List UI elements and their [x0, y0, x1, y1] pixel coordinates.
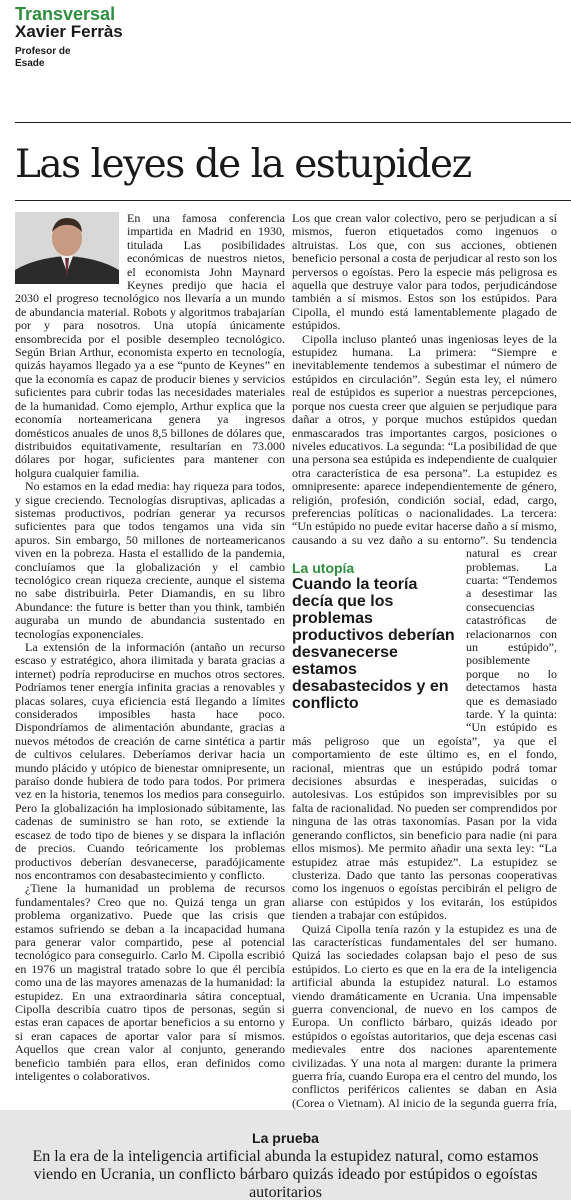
- paragraph: No estamos en la edad media: hay riqueza para todos, y sigue creciendo. Tecnologías disruptivas, aplicadas a sistemas productivos, podrían generar ya recursos suficientes para que todos tengamos una vida sin apuros. Sin embargo, 50 millones de norteamericanos viven en la pobreza. Hasta el estallido de la pandemia, concluíamos que la globalización y el cambio tecnológico crean riqueza creciente, aunque el sistema no sabe distribuirla. Peter Diamandis, en su libro Abundance: the future is better than you think, también auguraba un mundo de abundancia sustentado en tecnologías exponenciales.: [15, 479, 285, 641]
- pull-quote: [292, 560, 460, 712]
- photo-spacer: [15, 212, 121, 286]
- paragraph: ¿Tiene la humanidad un problema de recursos fundamentales? Creo que no. Quizá tenga un gran problema organizativo. Puede que las crisis que estamos sufriendo se deban a la incapacidad humana para generar valor compartido, pese al potencial tecnológico para conseguirlo. Carlo M. Cipolla escribió en 1976 un magistral tratado sobre lo que él percibía como una de las mayores amenazas de la humanidad: la estupidez. En una extraordinaria sátira conceptual, Cipolla describía cuatro tipos de personas, según si estas eran capaces de aportar beneficios a su entorno y si eran capaces de aportar valor para sí mismos. Aquellos que crean valor al conjunto, generando beneficio también para ellos, eran definidos como inteligentes o colaborativos.: [15, 881, 285, 1083]
- highlight-box-text: En la era de la inteligencia artificial abunda la estupidez natural, como estamos viendo en Ucrania, un conflicto bárbaro quizás ideado por estúpidos o egoístas autoritarios: [32, 1148, 539, 1201]
- paragraph: Los que crean valor colectivo, pero se perjudican a sí mismos, fueron etiquetados como ingenuos o altruistas. Los que, con sus acciones, obtienen beneficio personal a costa de perjudicar al resto son los perversos o egoístas. Pero la especie más peligrosa es aquella que destruye valor para todos, perjudicándose también a sí mismos. Estos son los estúpidos. Para Cipolla, el mundo está lamentablemente plagado de estúpidos.: [292, 211, 557, 333]
- author-name: Xavier Ferràs: [15, 22, 123, 41]
- pull-quote-label: La utopía: [292, 560, 355, 576]
- article-column-1: [15, 212, 285, 1083]
- highlight-box: [0, 1110, 571, 1200]
- paragraph: Quizá Cipolla tenía razón y la estupidez es una de las características fundamentales del ser humano. Quizá las sociedades colapsan bajo el peso de sus estúpidos. Lo cierto es que en la era de la inteligencia artificial abunda la estupidez natural. Lo estamos viendo dramáticamente en Ucrania. Una impensable guerra convencional, de nuevo en los campos de Europa. Un conflicto bárbaro, quizás ideado por estúpidos o egoístas autoritarios, que deja escenas casi medievales entre dos naciones aparentemente civilizadas. Y una nota al margen: durante la primera guerra fría, cuando Europa era el centro del mundo, los conflictos periféricos calientes se daban en Asia (Corea o Vietnam). Al inicio de la segunda guerra fría,: [292, 921, 557, 1110]
- paragraph: En una famosa conferencia impartida en Madrid en 1930, titulada Las posibilidades económicas de nuestros nietos, el economista John Maynard Keynes predijo que hacia el 2030 el progreso tecnológico nos llevaría a un mundo de abundancia material. Robots y algoritmos trabajarían por y para nosotros. Una utopía únicamente ensombrecida por el posible desempleo tecnológico. Según Brian Arthur, economista experto en tecnología, quizás hayamos llegado ya a ese “punto de Keynes” en que la economía es capaz de producir bienes y servicios suficientes para cubrir todas las necesidades materiales de la humanidad. Como ejemplo, Arthur explica que la economía norteamericana genera ya ingresos domésticos anuales de unos 8,5 billones de dólares que, distribuidos equitativamente, resultarían en 73.000 dólares por hogar, suficientes para mantener con holgura cualquier familia.: [15, 211, 285, 480]
- paragraph: Cipolla incluso planteó unas ingeniosas leyes de la estupidez humana. La primera: “Siempre e inevitablemente tendemos a subestimar el número de estúpidos en circulación”. Según esta ley, el número real de estúpidos es superior a nuestras percepciones, porque nos cuesta creer que alguien se perjudique para dañar a otros, y porque muchos estúpidos quedan enmascarados tras importantes cargos, posiciones o niveles educativos. La segunda: “La posibilidad de que una persona sea estúpida es independiente de cualquier otra característica de esa persona”. La estupidez es omnipresente: aparece independientemente de género, religión, profesión, condición social, edad, cargo, preferencias políticas o nacionalidades. La tercera: “Un estúpido no puede evitar hacerse daño a sí mismo, causando a su vez daño a su entorno”. Su tendencia natural es crear problemas. La cuarta: “Tendemos a desestimar las consecuencias catastróficas de relacionarnos con un estúpido”, posiblemente porque no lo detectamos hasta que es demasiado tarde. Y la quinta: “Un estúpido es más peligroso que un egoísta”, ya que el comportamiento de este último es, en el fondo, racional, mientras que un estúpido podrá tomar decisiones absurdas e inesperadas, suicidas o autolesivas. Los estúpidos son imprevisibles por su falta de racionalidad. No pueden ser comprendidos por ninguna de las otras taxonomías. Pasan por la vida generando conflictos, sin beneficio para nadie (ni para ellos mismos). Me permito añadir una sexta ley: “La estupidez atrae más estupidez”. La estupidez se clusteriza. Dado que tanto las personas cooperativas como los ingenuos o egoístas percibirán el peligro de aliarse con estúpidos y los evitarán, los estúpidos tienden a trabajar con estúpidos.: [292, 331, 557, 923]
- paragraph: La extensión de la información (antaño un recurso escaso y estratégico, ahora ilimitada y barata gracias a internet) podría reproducirse en muchos otros sectores. Podríamos tener energía infinita gracias a renovables y placas solares, cuya eficiencia está llegando a límites considerados imposibles hasta hace poco. Dispondríamos de alimentación abundante, gracias a nuevos métodos de creación de carne sintética a partir de cultivos celulares. Deberíamos derivar hacia un mundo plácido y utópico de bienestar omnipresente, un paraíso donde hubiera de todo para todos. Por primera vez en la historia, tenemos los medios para conseguirlo. Pero la globalización ha implosionado súbitamente, las cadenas de suministro se han roto, se extiende la escasez de todo tipo de bienes y se dispara la inflación de precios. Cuando teóricamente los problemas productivos deberían desvanecerse, paradójicamente nos encontramos con desabastecimiento y conflicto.: [15, 640, 285, 882]
- section-label: Transversal: [15, 4, 116, 24]
- headline-divider: [15, 200, 571, 201]
- pull-quote-text: Cuando la teoría decía que los problemas productivos deberían desvanecerse estamos desabastecidos y en conflicto: [292, 576, 455, 712]
- top-divider: [15, 122, 571, 123]
- highlight-box-label: La prueba: [252, 1130, 319, 1146]
- author-role: Profesor de Esade: [15, 46, 71, 69]
- headline: Las leyes de la estupidez: [15, 142, 471, 187]
